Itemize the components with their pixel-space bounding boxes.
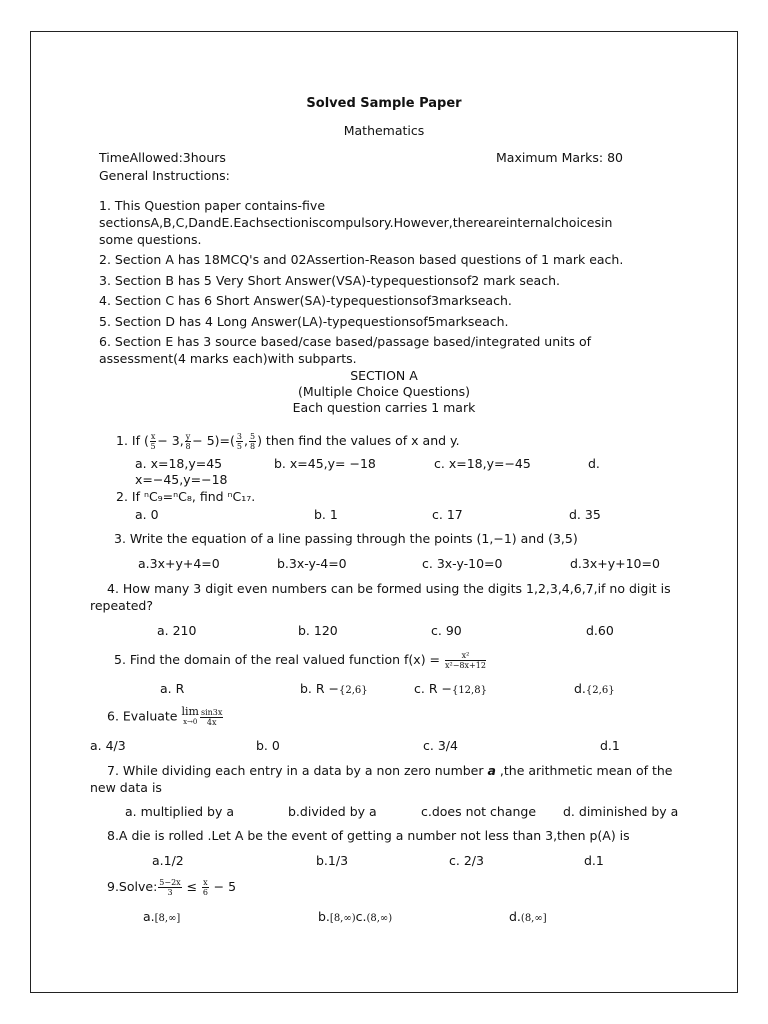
q8-option-b: b.1/3 [316, 853, 349, 868]
question-8: 8.A die is rolled .Let A be the event of getting a number not less than 3,then p(A) is [107, 828, 630, 843]
general-instructions-heading: General Instructions: [99, 168, 230, 183]
q4-option-b: b. 120 [298, 623, 338, 638]
maximum-marks: Maximum Marks: 80 [496, 150, 623, 165]
subject-title: Mathematics [343, 123, 425, 138]
question-3: 3. Write the equation of a line passing through the points (1,−1) and (3,5) [114, 531, 578, 546]
instruction-1-line-3: some questions. [99, 232, 202, 247]
q4-option-d: d.60 [586, 623, 614, 638]
question-2: 2. If ⁿC₉=ⁿC₈, find ⁿC₁₇. [116, 489, 256, 504]
q1-option-d-value: x=−45,y=−18 [135, 472, 228, 487]
q9-option-d: d.(8,∞] [509, 909, 547, 924]
time-allowed: TimeAllowed:3hours [99, 150, 226, 165]
q7-option-d: d. diminished by a [563, 804, 679, 819]
question-4-line-1: 4. How many 3 digit even numbers can be formed using the digits 1,2,3,4,6,7,if no digit is [107, 581, 671, 596]
fraction: $\frac{3}{5}$ [236, 432, 242, 451]
q2-option-b: b. 1 [314, 507, 338, 522]
question-9: 9.Solve: $\frac{5-2x}{3}$ ≤ $\frac{x}{6}$ − 5 [107, 878, 237, 897]
instruction-2: 2. Section A has 18MCQ's and 02Assertion-Reason based questions of 1 mark each. [99, 252, 624, 267]
q2-option-c: c. 17 [432, 507, 463, 522]
q6-option-b: b. 0 [256, 738, 280, 753]
question-1: 1. If ( $\frac{x}{5}$ − 3, $\frac{y}{8}$ − 5)=( $\frac{3}{5}$ , $\frac{5}{8}$ ) then find the values of x and y. [116, 432, 460, 451]
q5-option-a: a. R [160, 681, 185, 696]
limit-operator: lim x→0 [181, 705, 199, 726]
question-7-line-2: new data is [90, 780, 162, 795]
q5-option-c: c. R −{12,8} [414, 681, 487, 696]
q3-option-c: c. 3x-y-10=0 [422, 556, 503, 571]
fraction: $\frac{x}{6}$ [202, 878, 208, 897]
question-6: 6. Evaluate lim x→0 $\frac{\sin 3x}{4x}$ [107, 705, 223, 727]
question-4-line-2: repeated? [90, 598, 154, 613]
q1-option-d: d. [588, 456, 600, 471]
q7-option-b: b.divided by a [288, 804, 377, 819]
instruction-6-line-2: assessment(4 marks each)with subparts. [99, 351, 357, 366]
q4-option-c: c. 90 [431, 623, 462, 638]
instruction-1-line-2: sectionsA,B,C,DandE.Eachsectioniscompulsory.However,thereareinternalchoicesin [99, 215, 613, 230]
q8-option-a: a.1/2 [152, 853, 184, 868]
q5-option-b: b. R −{2,6} [300, 681, 368, 696]
instruction-5: 5. Section D has 4 Long Answer(LA)-typequestionsof5markseach. [99, 314, 509, 329]
instruction-1-line-1: 1. This Question paper contains-five [99, 198, 326, 213]
q9-option-b-c: b.[8,∞)c.(8,∞) [318, 909, 393, 924]
q8-option-c: c. 2/3 [449, 853, 484, 868]
section-marks-note: Each question carries 1 mark [292, 400, 476, 415]
q1-option-a: a. x=18,y=45 [135, 456, 223, 471]
q6-option-a: a. 4/3 [90, 738, 126, 753]
question-7-line-1: 7. While dividing each entry in a data by a non zero number a ,the arithmetic mean of the [107, 763, 673, 778]
q1-option-b: b. x=45,y= −18 [274, 456, 376, 471]
fraction: $\frac{5}{8}$ [249, 432, 256, 451]
section-title: SECTION A [350, 368, 418, 383]
q2-option-a: a. 0 [135, 507, 159, 522]
fraction: $\frac{\text{x²}}{\text{x²−8x+12}}$ [445, 651, 486, 670]
q7-option-a: a. multiplied by a [125, 804, 234, 819]
instruction-3: 3. Section B has 5 Very Short Answer(VSA)-typequestionsof2 mark seach. [99, 273, 560, 288]
q4-option-a: a. 210 [157, 623, 197, 638]
q9-option-a: a.[8,∞] [143, 909, 181, 924]
section-subtitle: (Multiple Choice Questions) [297, 384, 471, 399]
question-5: 5. Find the domain of the real valued function f(x) = $\frac{\text{x²}}{\text{x²−8x+12}}$ [114, 651, 486, 670]
q3-option-a: a.3x+y+4=0 [138, 556, 220, 571]
fraction: $\frac{y}{8}$ [185, 432, 191, 451]
q6-option-c: c. 3/4 [423, 738, 458, 753]
q3-option-b: b.3x-y-4=0 [277, 556, 347, 571]
fraction: $\frac{x}{5}$ [150, 432, 156, 451]
q7-option-c: c.does not change [421, 804, 537, 819]
q2-option-d: d. 35 [569, 507, 601, 522]
instruction-6-line-1: 6. Section E has 3 source based/case based/passage based/integrated units of [99, 334, 592, 349]
paper-title: Solved Sample Paper [306, 96, 462, 111]
q1-option-c: c. x=18,y=−45 [434, 456, 531, 471]
instruction-4: 4. Section C has 6 Short Answer(SA)-typequestionsof3markseach. [99, 293, 512, 308]
q6-option-d: d.1 [600, 738, 620, 753]
q8-option-d: d.1 [584, 853, 604, 868]
fraction: $\frac{5-2x}{3}$ [159, 878, 181, 897]
fraction: $\frac{\sin 3x}{4x}$ [200, 707, 223, 727]
q3-option-d: d.3x+y+10=0 [570, 556, 660, 571]
q5-option-d: d.{2,6} [574, 681, 615, 696]
